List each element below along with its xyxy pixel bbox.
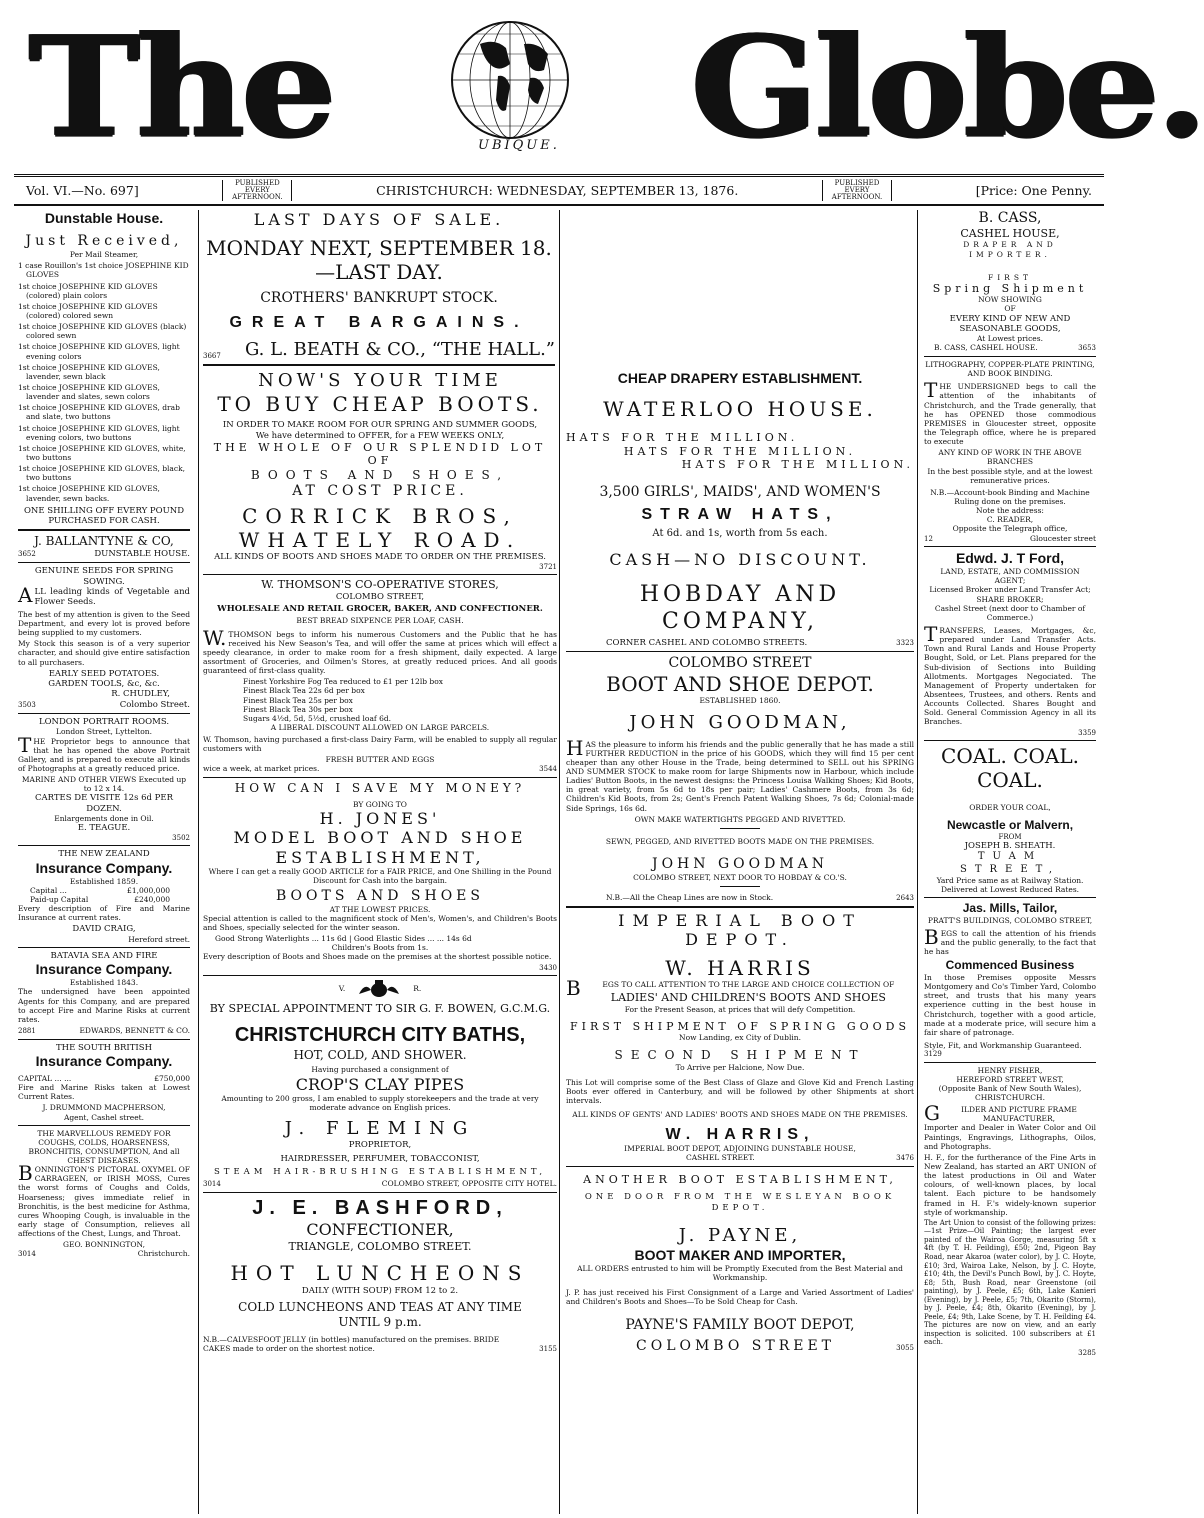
boots-shoes-heading: BOOTS AND SHOES, — [250, 467, 510, 482]
payne-text: J. P. has just received his First Consignment of a Large and Varied Assortment of Ladies' and Children's Boots and Shoes—To be Sold Cheap for Cash. — [566, 1288, 914, 1307]
enlargements: Enlargements done in Oil. — [54, 814, 154, 824]
jones-heading: H. JONES' — [319, 808, 441, 828]
monday-heading: MONDAY NEXT, SEPTEMBER 18.—LAST DAY. — [206, 235, 552, 284]
nz-established: Established 1859. — [69, 876, 139, 886]
tea-list — [203, 677, 557, 723]
straw-prices: At 6d. and 1s, worth from 5s each. — [652, 528, 828, 540]
remedy-text: BONNINGTON'S PICTORAL OXYMEL OF CARRAGEEN, or IRISH MOSS, Cures the worst forms of Coughs and Colds, Hoarseness; gives immediate relief in Bronchitis, is the best medicine for Asthma, cures Whooping Cough, is invaluable in the early stage of Consumption, relieves all affections of the Chest, Lungs, and Throat. — [18, 1161, 190, 1239]
masthead — [0, 0, 1204, 172]
masthead-title-right: Globe. — [690, 6, 1204, 168]
ad-number: 3502 — [172, 833, 190, 842]
hobday-address: CORNER CASHEL AND COLOMBO STREETS. — [606, 637, 808, 648]
gilder-text: GILDER AND PICTURE FRAME MANUFACTURER, — [924, 1101, 1077, 1126]
licensed-broker: Licensed Broker under Land Transfer Act; — [929, 585, 1091, 595]
commenced-heading: Commenced Business — [945, 958, 1075, 973]
goodman-text: HAS the pleasure to inform his friends and the public generally that he has made a still FURTHER REDUCTION in the price of his GOODS, which they will find 15 per cent cheaper than any other House in the Trade, being determined to SELL out his SPRING AND SUMMER STOCK to make room for large Shipments now in Harbour, which include Ladies' Button Boots, in the newest designs: the Princess Louisa Walking Shoes; Kid Boots, in great variety, from 5s 6d to 18s per pair; Ladies' Cashmere Boots, from 3s 6d; Children's Kid Boots, from 2s; Gent's French Patent Walking Shoes, 7s 6d; Colonial-made Side Springs, 16s 6d. — [566, 735, 914, 813]
batavia-title: Insurance Company. — [35, 961, 173, 978]
cost-price-heading: AT COST PRICE. — [292, 482, 468, 499]
fleming-address: COLOMBO STREET, OPPOSITE CITY HOTEL. — [381, 1179, 557, 1189]
column-2 — [198, 210, 560, 1514]
cheap-lines-text: N.B.—All the Cheap Lines are now in Stock. — [606, 893, 774, 903]
teague-name: E. TEAGUE. — [77, 823, 131, 834]
hobday-heading: HOBDAY AND COMPANY, — [639, 581, 841, 634]
price: [Price: One Penny. — [975, 183, 1092, 198]
draper-text: DRAPER AND IMPORTER. — [963, 240, 1057, 259]
coat-of-arms-icon — [357, 980, 401, 998]
glove-item: 1st choice JOSEPHINE KID GLOVES, light evening colors — [18, 342, 180, 361]
sb-agent: J. DRUMMOND MACPHERSON, — [42, 1103, 166, 1113]
sewn-text: SEWN, PEGGED, AND RIVETTED BOOTS MADE ON THE PREMISES. — [605, 836, 875, 846]
cold-luncheons-text: COLD LUNCHEONS AND TEAS AT ANY TIME — [238, 1300, 522, 1315]
dateline-bar — [14, 174, 1104, 206]
cheap-drapery-heading: CHEAP DRAPERY ESTABLISHMENT. — [617, 370, 863, 386]
any-kind: ANY KIND OF WORK IN THE ABOVE BRANCHES — [938, 448, 1082, 467]
arrive-text: To Arrive per Halcione, Now Due. — [675, 1063, 805, 1072]
remedy-heading: THE MARVELLOUS REMEDY FOR COUGHS, COLDS, HOARSENESS, BRONCHITIS, CONSUMPTION, And all CHEST DISEASES. — [28, 1128, 180, 1166]
jones-text: Where I can get a really GOOD ARTICLE for a FAIR PRICE, and One Shilling in the Pound Discount for Cash into the bargain. — [208, 867, 552, 886]
newcastle-heading: Newcastle or Malvern, — [946, 817, 1074, 832]
prizes-text: The Art Union to consist of the following prizes:—1st Prize—Oil Painting; the largest ever painted of the Wairoa Gorge, measuring 5ft x 4ft (by T. H. Feilding), £50; 2nd, Pigeon Bay Road, near Akaroa (water color), by J. C. Hoyte, £10; 3rd, Wairoa Lake, Nelson, by J. C. Hoyte, £10; 4th, the Devil's Punch Bowl, by J. C. Hoyte, £8; 5th, Bush Road, near Greenstone (oil painting), by J. Peele, £5; 6th, Lake Kanieri (Evening), by J. Peele, £5; 7th, Okarito (Storm), by J. Peele, £4; 8th, Okarito (Evening), by J. Peele, £4; 9th, Lake Scene, by T. H. Feilding £4. The pictures are now on view, and an early inspection is solicited. 100 subscribers at £1 each. — [924, 1218, 1096, 1347]
ford-heading: Edwd. J. T Ford, — [955, 550, 1065, 567]
adjoining-text: IMPERIAL BOOT DEPOT, ADJOINING DUNSTABLE HOUSE, — [624, 1144, 856, 1154]
save-money-heading: HOW CAN I SAVE MY MONEY? — [234, 781, 526, 796]
having-text: Having purchased a consignment of — [311, 1065, 449, 1075]
style-guaranteed: Style, Fit, and Workmanship Guaranteed. — [924, 1040, 1082, 1050]
confectioner-heading: CONFECTIONER, — [306, 1220, 454, 1240]
seeds-text: ALL leading kinds of Vegetable and Flower Seeds. — [18, 583, 190, 608]
butter-eggs: FRESH BUTTER AND EGGS — [325, 755, 435, 765]
hats-line-1: HATS FOR THE MILLION. — [566, 431, 799, 445]
steam-text: STEAM HAIR-BRUSHING ESTABLISHMENT, — [213, 1167, 547, 1178]
seeds-text: My Stock this season is of a very superior character, and should give entire satisfaction to all purchasers. — [18, 639, 190, 667]
payne-heading: J. PAYNE, — [678, 1225, 802, 1247]
every-kind: EVERY KIND OF NEW AND SEASONABLE GOODS, — [949, 313, 1071, 334]
sb-capital-label: CAPITAL ... ... — [18, 1073, 72, 1083]
jones-text-3: Every description of Boots and Shoes made on the premises at the shortest possible notice. — [203, 952, 552, 962]
ad-number: 3323 — [896, 638, 914, 647]
harris-text: BEGS TO CALL ATTENTION TO THE LARGE AND CHOICE COLLECTION OF — [566, 976, 895, 1001]
ad-number: 3503 — [18, 700, 36, 709]
masthead-title-left: The — [28, 6, 333, 168]
order-coal: ORDER YOUR COAL, — [969, 802, 1051, 812]
establishment-heading: ESTABLISHMENT, — [275, 847, 485, 867]
own-make-text: OWN MAKE WATERTIGHTS PEGGED AND RIVETTED. — [634, 814, 846, 824]
volume-number: Vol. VI.—No. 697] — [26, 183, 139, 198]
note-address: Note the address: — [976, 506, 1044, 516]
ad-number: 3055 — [896, 1343, 914, 1352]
published-note-right: PUBLISHED EVERY AFTERNOON. — [822, 180, 892, 201]
best-possible: In the best possible style, and at the lowest remunerative prices. — [927, 466, 1093, 485]
ford-text: TRANSFERS, Leases, Mortgages, &c, prepared under Land Transfer Acts. Town and Rural Lands and House Property Bought, Sold, or Let. Plans prepared for the Sub-division of Sections into Building Allotments. Mortgages Negociated. The Management of Property undertaken for Absentees, Trustees, and others. Rents and Accounts Collected. Shares Bought and Sold. General Commission Agency in all its Branches. — [924, 621, 1096, 727]
nows-heading: NOW'S YOUR TIME — [258, 370, 502, 391]
goodman-address: COLOMBO STREET, NEXT DOOR TO HOBDAY & CO.'S. — [633, 873, 847, 883]
vr-r: R. — [413, 984, 422, 994]
from-text: FROM — [998, 832, 1022, 841]
ballantyne-address: DUNSTABLE HOUSE. — [94, 549, 190, 560]
amounting-text: Amounting to 200 gross, I am enabled to supply storekeepers and the trade at very moderate advance on English prices. — [221, 1094, 539, 1113]
ballantyne-name: J. BALLANTYNE & CO, — [34, 534, 174, 549]
coal-heading-1: COAL. COAL. — [941, 744, 1079, 769]
ad-number: 3652 — [18, 550, 36, 559]
triangle-text: TRIANGLE, COLOMBO STREET. — [288, 1239, 472, 1253]
model-heading: MODEL BOOT AND SHOE — [233, 828, 527, 848]
orders-text: ALL ORDERS entrusted to him will be Promptly Executed from the Best Material and Workmanship. — [577, 1264, 903, 1283]
second-shipment: SECOND SHIPMENT — [614, 1048, 866, 1063]
reader-name: C. READER, — [986, 515, 1034, 525]
kinds-text: ALL KINDS OF BOOTS AND SHOES MADE TO ORDER ON THE PREMISES. — [214, 552, 546, 563]
fisher-name: HENRY FISHER, — [977, 1065, 1043, 1075]
sb-capital-value: £750,000 — [154, 1073, 190, 1083]
proprietor-text: PROPRIETOR, — [348, 1140, 412, 1151]
paid-capital-value: £240,000 — [134, 894, 170, 904]
bread-text: BEST BREAD SIXPENCE PER LOAF, CASH. — [296, 616, 464, 626]
lowest-prices: AT THE LOWEST PRICES. — [329, 904, 431, 914]
seeds-heading: GENUINE SEEDS FOR SPRING SOWING. — [34, 566, 174, 587]
hot-cold-text: HOT, COLD, AND SHOWER. — [293, 1047, 467, 1062]
thomson-text: W.THOMSON begs to inform his numerous Customers and the Public that he has received his New Season's Tea, and will offer the same at prices which will effect a speedy clearance, in order to make room for a fresh shipment, daily expected. A large assortment of Groceries, and Oilmen's Stores, at greatly reduced prices. And all goods guaranteed of first-class quality. — [203, 625, 557, 676]
beath-heading: G. L. BEATH & CO., “THE HALL.” — [244, 338, 555, 360]
vr-v: V. — [338, 984, 346, 994]
dunstable-title: Dunstable House. — [44, 210, 164, 226]
opposite-text: Opposite the Telegraph office, — [952, 524, 1068, 534]
paid-capital-label: Paid-up Capital — [30, 894, 89, 904]
nz-insurance-title: Insurance Company. — [35, 859, 173, 876]
mills-text: BEGS to call the attention of his friends and the public generally, to the fact that he has — [924, 924, 1096, 957]
delivered-text: Delivered at Lowest Reduced Rates. — [940, 885, 1080, 894]
cashel-street: CASHEL STREET. — [686, 1153, 755, 1163]
south-british-heading: THE SOUTH BRITISH — [56, 1042, 152, 1053]
nz-insurance-heading: THE NEW ZEALAND — [58, 849, 150, 860]
glove-item: 1 case Rouillon's 1st choice JOSEPHINE KID GLOVES — [18, 261, 189, 280]
ad-number: 2881 — [18, 1026, 36, 1035]
one-door-text: ONE DOOR FROM THE WESLEYAN BOOK DEPOT. — [584, 1192, 896, 1213]
dairy-text: W. Thomson, having purchased a first-class Dairy Farm, will be enabled to supply all regular customers with — [203, 735, 557, 754]
share-broker: SHARE BROKER; — [976, 594, 1044, 604]
mills-text-2: In those Premises opposite Messrs Montgomery and Co's Timber Yard, Colombo street, and trusts that his many years experience cutting in the best house in Christchurch, together with a good article, made at a moderate price, will secure him a fair share of patronage. — [924, 972, 1096, 1037]
glove-item: 1st choice JOSEPHINE KID GLOVES, lavender, sewn backs. — [18, 484, 160, 503]
going-text: BY GOING TO — [353, 799, 407, 809]
account-book-text: N.B.—Account-book Binding and Machine Ruling done on the premises. — [930, 487, 1090, 506]
cartes-de-visite: CARTES DE VISITE 12s 6d PER DOZEN. — [34, 793, 174, 814]
jones-boots-shoes: BOOTS AND SHOES — [275, 887, 484, 904]
column-4 — [920, 210, 1100, 1514]
ad-number: 3476 — [896, 1154, 914, 1163]
lot-text: This Lot will comprise some of the Best Class of Glaze and Glove Kid and French Lasting Boots ever offered in Canterbury, and will be followed by other Shipments at short intervals. — [566, 1078, 914, 1106]
tea-item: Finest Yorkshire Fog Tea reduced to £1 per 12lb box — [243, 677, 443, 687]
thomson-heading: W. THOMSON'S CO-OPERATIVE STORES, — [261, 578, 499, 592]
established-text: ESTABLISHED 1860. — [699, 696, 781, 706]
first-text: FIRST — [988, 272, 1032, 282]
landing-text: Now Landing, ex City of Dublin. — [679, 1033, 801, 1043]
bank-address: (Opposite Bank of New South Wales), CHRISTCHURCH. — [938, 1083, 1082, 1103]
chudley-name: R. CHUDLEY, — [111, 689, 170, 700]
offer-text: We have determined to OFFER, for a FEW WEEKS ONLY, — [255, 430, 505, 441]
portrait-heading: LONDON PORTRAIT ROOMS. — [38, 717, 170, 728]
family-depot-heading: PAYNE'S FAMILY BOOT DEPOT, — [625, 1316, 855, 1333]
seed-potatoes: EARLY SEED POTATOES. — [48, 668, 160, 679]
appointment-text: BY SPECIAL APPOINTMENT TO SIR G. F. BOWEN, G.C.M.G. — [209, 1002, 551, 1016]
ad-number: 3129 — [924, 1050, 942, 1059]
last-days-heading: LAST DAYS OF SALE. — [253, 210, 505, 229]
mills-heading: Jas. Mills, Tailor, — [962, 901, 1058, 916]
harris-heading: W. HARRIS — [665, 955, 815, 980]
just-received: Just Received, — [25, 233, 183, 250]
tea-item: Finest Black Tea 25s per box — [243, 695, 353, 705]
coal-heading-2: COAL. — [977, 768, 1043, 793]
spring-shipment: Spring Shipment — [932, 281, 1088, 295]
land-agent: LAND, ESTATE, AND COMMISSION AGENT; — [940, 567, 1080, 586]
cass-footer: B. CASS, CASHEL HOUSE. — [934, 343, 1038, 353]
childrens-text: Children's Boots from 1s. — [331, 943, 429, 953]
column-3 — [562, 210, 918, 1514]
sheath-name: JOSEPH B. SHEATH. — [964, 841, 1056, 852]
cashel-house: CASHEL HOUSE, — [960, 227, 1060, 241]
luncheons-heading: HOT LUNCHEONS — [230, 1261, 530, 1286]
tea-item: Sugars 4½d, 5d, 5½d, crushed loaf 6d. — [243, 713, 392, 723]
seeds-text: The best of my attention is given to the Seed Department, and every lot is proved before being supplied to my customers. — [18, 609, 190, 638]
sb-agent-address: Agent, Cashel street. — [63, 1112, 145, 1122]
batavia-established: Established 1843. — [69, 978, 139, 988]
craig-address: Hereford street. — [128, 934, 190, 944]
tea-item: Finest Black Tea 30s per box — [243, 704, 353, 714]
portrait-text: THE Proprietor begs to announce that that he has opened the above Portrait Gallery, and is prepared to execute all kinds of Photographs at a greatly reduced price. — [18, 732, 190, 774]
thomson-trade: WHOLESALE AND RETAIL GROCER, BAKER, AND CONFECTIONER. — [217, 604, 543, 615]
published-note-left: PUBLISHED EVERY AFTERNOON. — [222, 180, 292, 201]
maker-heading: BOOT MAKER AND IMPORTER, — [634, 1246, 846, 1263]
waterloo-heading: WATERLOO HOUSE. — [603, 397, 877, 422]
of-text: OF — [1004, 304, 1016, 314]
imperial-heading: IMPERIAL BOOT DEPOT. — [618, 910, 862, 950]
clay-pipes-heading: CROP'S CLAY PIPES — [295, 1074, 465, 1094]
glove-item: 1st choice JOSEPHINE KID GLOVES, drab and slate, two buttons — [18, 403, 180, 422]
fisher-text: H. F., for the furtherance of the Fine Arts in New Zealand, has started an ART UNION of the latest productions in Oil and Water colours, of well-known places, by local talent. Each picture to be handsomely framed in H. F.'s widely-known superior style of workmanship. — [924, 1152, 1096, 1217]
twice-text: wice a week, at market prices. — [203, 764, 320, 774]
cass-heading: B. CASS, — [978, 210, 1042, 226]
capital-value: £1,000,000 — [127, 885, 170, 895]
ladies-heading: LADIES' AND CHILDREN'S BOOTS AND SHOES — [610, 991, 886, 1005]
glove-item: 1st choice JOSEPHINE KID GLOVES, white, two buttons — [18, 443, 186, 462]
colombo-street-heading: COLOMBO STREET — [668, 655, 812, 671]
nz-insurance-text: Every description of Fire and Marine Insurance at current rates. — [18, 904, 190, 923]
royal-arms — [203, 980, 557, 998]
crothers-heading: CROTHERS' BANKRUPT STOCK. — [260, 290, 498, 307]
ad-number: 3014 — [18, 1250, 36, 1259]
thomson-address: COLOMBO STREET, — [335, 591, 425, 602]
girls-heading: 3,500 GIRLS', MAIDS', AND WOMEN'S — [599, 483, 881, 500]
payne-address: COLOMBO STREET — [636, 1337, 836, 1354]
ad-number: 3544 — [539, 765, 557, 774]
daily-text: DAILY (WITH SOUP) FROM 12 to 2. — [301, 1285, 459, 1296]
ad-number: 3721 — [539, 562, 557, 571]
importer-text: Importer and Dealer in Water Color and Oil Paintings, Engravings, Lithographs, Oilos, and Photographs. — [924, 1123, 1096, 1151]
glove-list — [18, 261, 190, 502]
craig-name: DAVID CRAIG, — [72, 924, 136, 935]
ad-number: 3359 — [1078, 728, 1096, 737]
now-showing: NOW SHOWING — [978, 295, 1042, 305]
column-1 — [14, 210, 194, 1514]
harris-big-heading: W. HARRIS, — [665, 1125, 815, 1143]
corrick-heading: CORRICK BROS, — [242, 503, 518, 528]
per-mail: Per Mail Steamer, — [69, 250, 139, 260]
yard-price: Yard Price same as at Railway Station. — [936, 875, 1084, 885]
cheap-boots-heading: TO BUY CHEAP BOOTS. — [217, 391, 543, 416]
garden-tools: GARDEN TOOLS, &c, &c. — [48, 679, 160, 690]
hats-line-2: HATS FOR THE MILLION. — [623, 444, 857, 458]
boot-depot-heading: BOOT AND SHOE DEPOT. — [606, 672, 874, 697]
batavia-agent: EDWARDS, BENNETT & CO. — [79, 1025, 190, 1035]
glove-item: 1st choice JOSEPHINE KID GLOVES, lavender, sewn black — [18, 362, 160, 381]
portrait-address: London Street, Lyttelton. — [56, 727, 152, 737]
hereford-street: HEREFORD STREET WEST, — [956, 1074, 1064, 1084]
waterlights-text: Good Strong Waterlights ... 11s 6d | Good Elastic Sides ... ... 14s 6d — [215, 934, 472, 944]
glove-item: 1st choice JOSEPHINE KID GLOVES, lavender and slates, sewn colors — [18, 382, 160, 402]
room-text: IN ORDER TO MAKE ROOM FOR OUR SPRING AND SUMMER GOODS, — [222, 420, 538, 431]
ad-number: 2643 — [896, 894, 914, 903]
ad-number: 3430 — [539, 963, 557, 972]
cash-heading: CASH—NO DISCOUNT. — [609, 550, 871, 570]
ad-number: 3667 — [203, 352, 221, 361]
whole-text: THE WHOLE OF OUR SPLENDID LOT OF — [213, 441, 547, 468]
batavia-text: The undersigned have been appointed Agents for this Company, and are prepared to accept Fire and Marine Risks at current rates. — [18, 987, 190, 1024]
glove-item: 1st choice JOSEPHINE KID GLOVES (black) colored sewn — [18, 322, 187, 341]
ad-number: 3285 — [1078, 1348, 1096, 1357]
bonnington-address: Christchurch. — [137, 1249, 190, 1259]
fleming-heading: J. FLEMING — [284, 1118, 476, 1140]
discount-text: A LIBERAL DISCOUNT ALLOWED ON LARGE PARCELS. — [270, 722, 490, 732]
litho-heading: LITHOGRAPHY, COPPER-PLATE PRINTING, AND BOOK BINDING. — [925, 359, 1095, 379]
until-text: UNTIL 9 p.m. — [338, 1314, 422, 1329]
marine-views: MARINE AND OTHER VIEWS Executed up to 12 x 14. — [21, 775, 187, 794]
goodman-heading: JOHN GOODMAN, — [629, 711, 851, 733]
first-shipment: FIRST SHIPMENT OF SPRING GOODS — [569, 1019, 911, 1033]
globe-icon — [440, 14, 580, 154]
jones-text-2: Special attention is called to the magnificent stock of Men's, Women's, and Children's Boots and Shoes, specially selected for the winter season. — [203, 913, 557, 932]
capital-label: Capital ... — [30, 885, 67, 895]
south-british-text: Fire and Marine Risks taken at Lowest Current Rates. — [18, 1083, 190, 1102]
calvesfoot-text: N.B.—CALVESFOOT JELLY (in bottles) manufactured on the premises. BRIDE CAKES made to order on the shortest notice. — [203, 1335, 500, 1354]
bargains-heading: GREAT BARGAINS. — [229, 314, 529, 332]
pratt-buildings: PRATT'S BUILDINGS, COLOMBO STREET, — [927, 915, 1093, 925]
lowest-prices: At Lowest prices. — [977, 334, 1043, 344]
present-season: For the Present Season, at prices that will defy Competition. — [624, 1004, 856, 1014]
dateline: CHRISTCHURCH: WEDNESDAY, SEPTEMBER 13, 1876. — [376, 183, 739, 198]
all-kinds-text: ALL KINDS OF GENTS' AND LADIES' BOOTS AND SHOES MADE ON THE PREMISES. — [572, 1109, 908, 1119]
bashford-heading: J. E. BASHFORD, — [252, 1196, 508, 1219]
glove-item: 1st choice JOSEPHINE KID GLOVES, black, two buttons — [18, 464, 186, 483]
cashel-street-address: Cashel Street (next door to Chamber of Commerce.) — [934, 603, 1086, 622]
chudley-address: Colombo Street. — [119, 699, 190, 710]
batavia-heading: BATAVIA SEA AND FIRE — [50, 950, 158, 961]
gloucester-street: Gloucester street — [1030, 533, 1096, 543]
hats-line-3: HATS FOR THE MILLION. — [681, 458, 914, 472]
litho-text: THE UNDERSIGNED begs to call the attention of the inhabitants of Christchurch, and the Trade generally, that he has OPENED those commodious PREMISES in Gloucester street, opposite the Telegraph office, where he is prepared to execute — [924, 378, 1096, 447]
south-british-title: Insurance Company. — [35, 1052, 173, 1069]
glove-item: 1st choice JOSEPHINE KID GLOVES, light evening colors, two buttons — [18, 423, 180, 442]
masthead-motto: UBIQUE. — [478, 138, 560, 153]
glove-item: 1st choice JOSEPHINE KID GLOVES (colored) colored sewn — [18, 301, 158, 320]
shilling-off: ONE SHILLING OFF EVERY POUND PURCHASED FOR CASH. — [23, 505, 185, 527]
straw-hats-heading: STRAW HATS, — [641, 505, 839, 523]
whately-heading: WHATELY ROAD. — [238, 527, 522, 552]
ad-number: 3155 — [539, 1345, 557, 1354]
bonnington-name: GEO. BONNINGTON, — [62, 1240, 145, 1250]
ad-number: 12 — [924, 534, 933, 543]
tuam-street: TUAM STREET, — [959, 851, 1061, 875]
ad-number: 3014 — [203, 1180, 221, 1189]
tea-item: Finest Black Tea 22s 6d per box — [243, 686, 365, 696]
glove-item: 1st choice JOSEPHINE KID GLOVES (colored) plain colors — [18, 281, 158, 300]
goodman-heading-2: JOHN GOODMAN — [651, 855, 829, 872]
hairdresser-text: HAIRDRESSER, PERFUMER, TOBACCONIST, — [280, 1153, 480, 1164]
ad-number: 3653 — [1078, 344, 1096, 353]
baths-heading: CHRISTCHURCH CITY BATHS, — [234, 1024, 526, 1047]
another-heading: ANOTHER BOOT ESTABLISHMENT, — [583, 1172, 897, 1186]
